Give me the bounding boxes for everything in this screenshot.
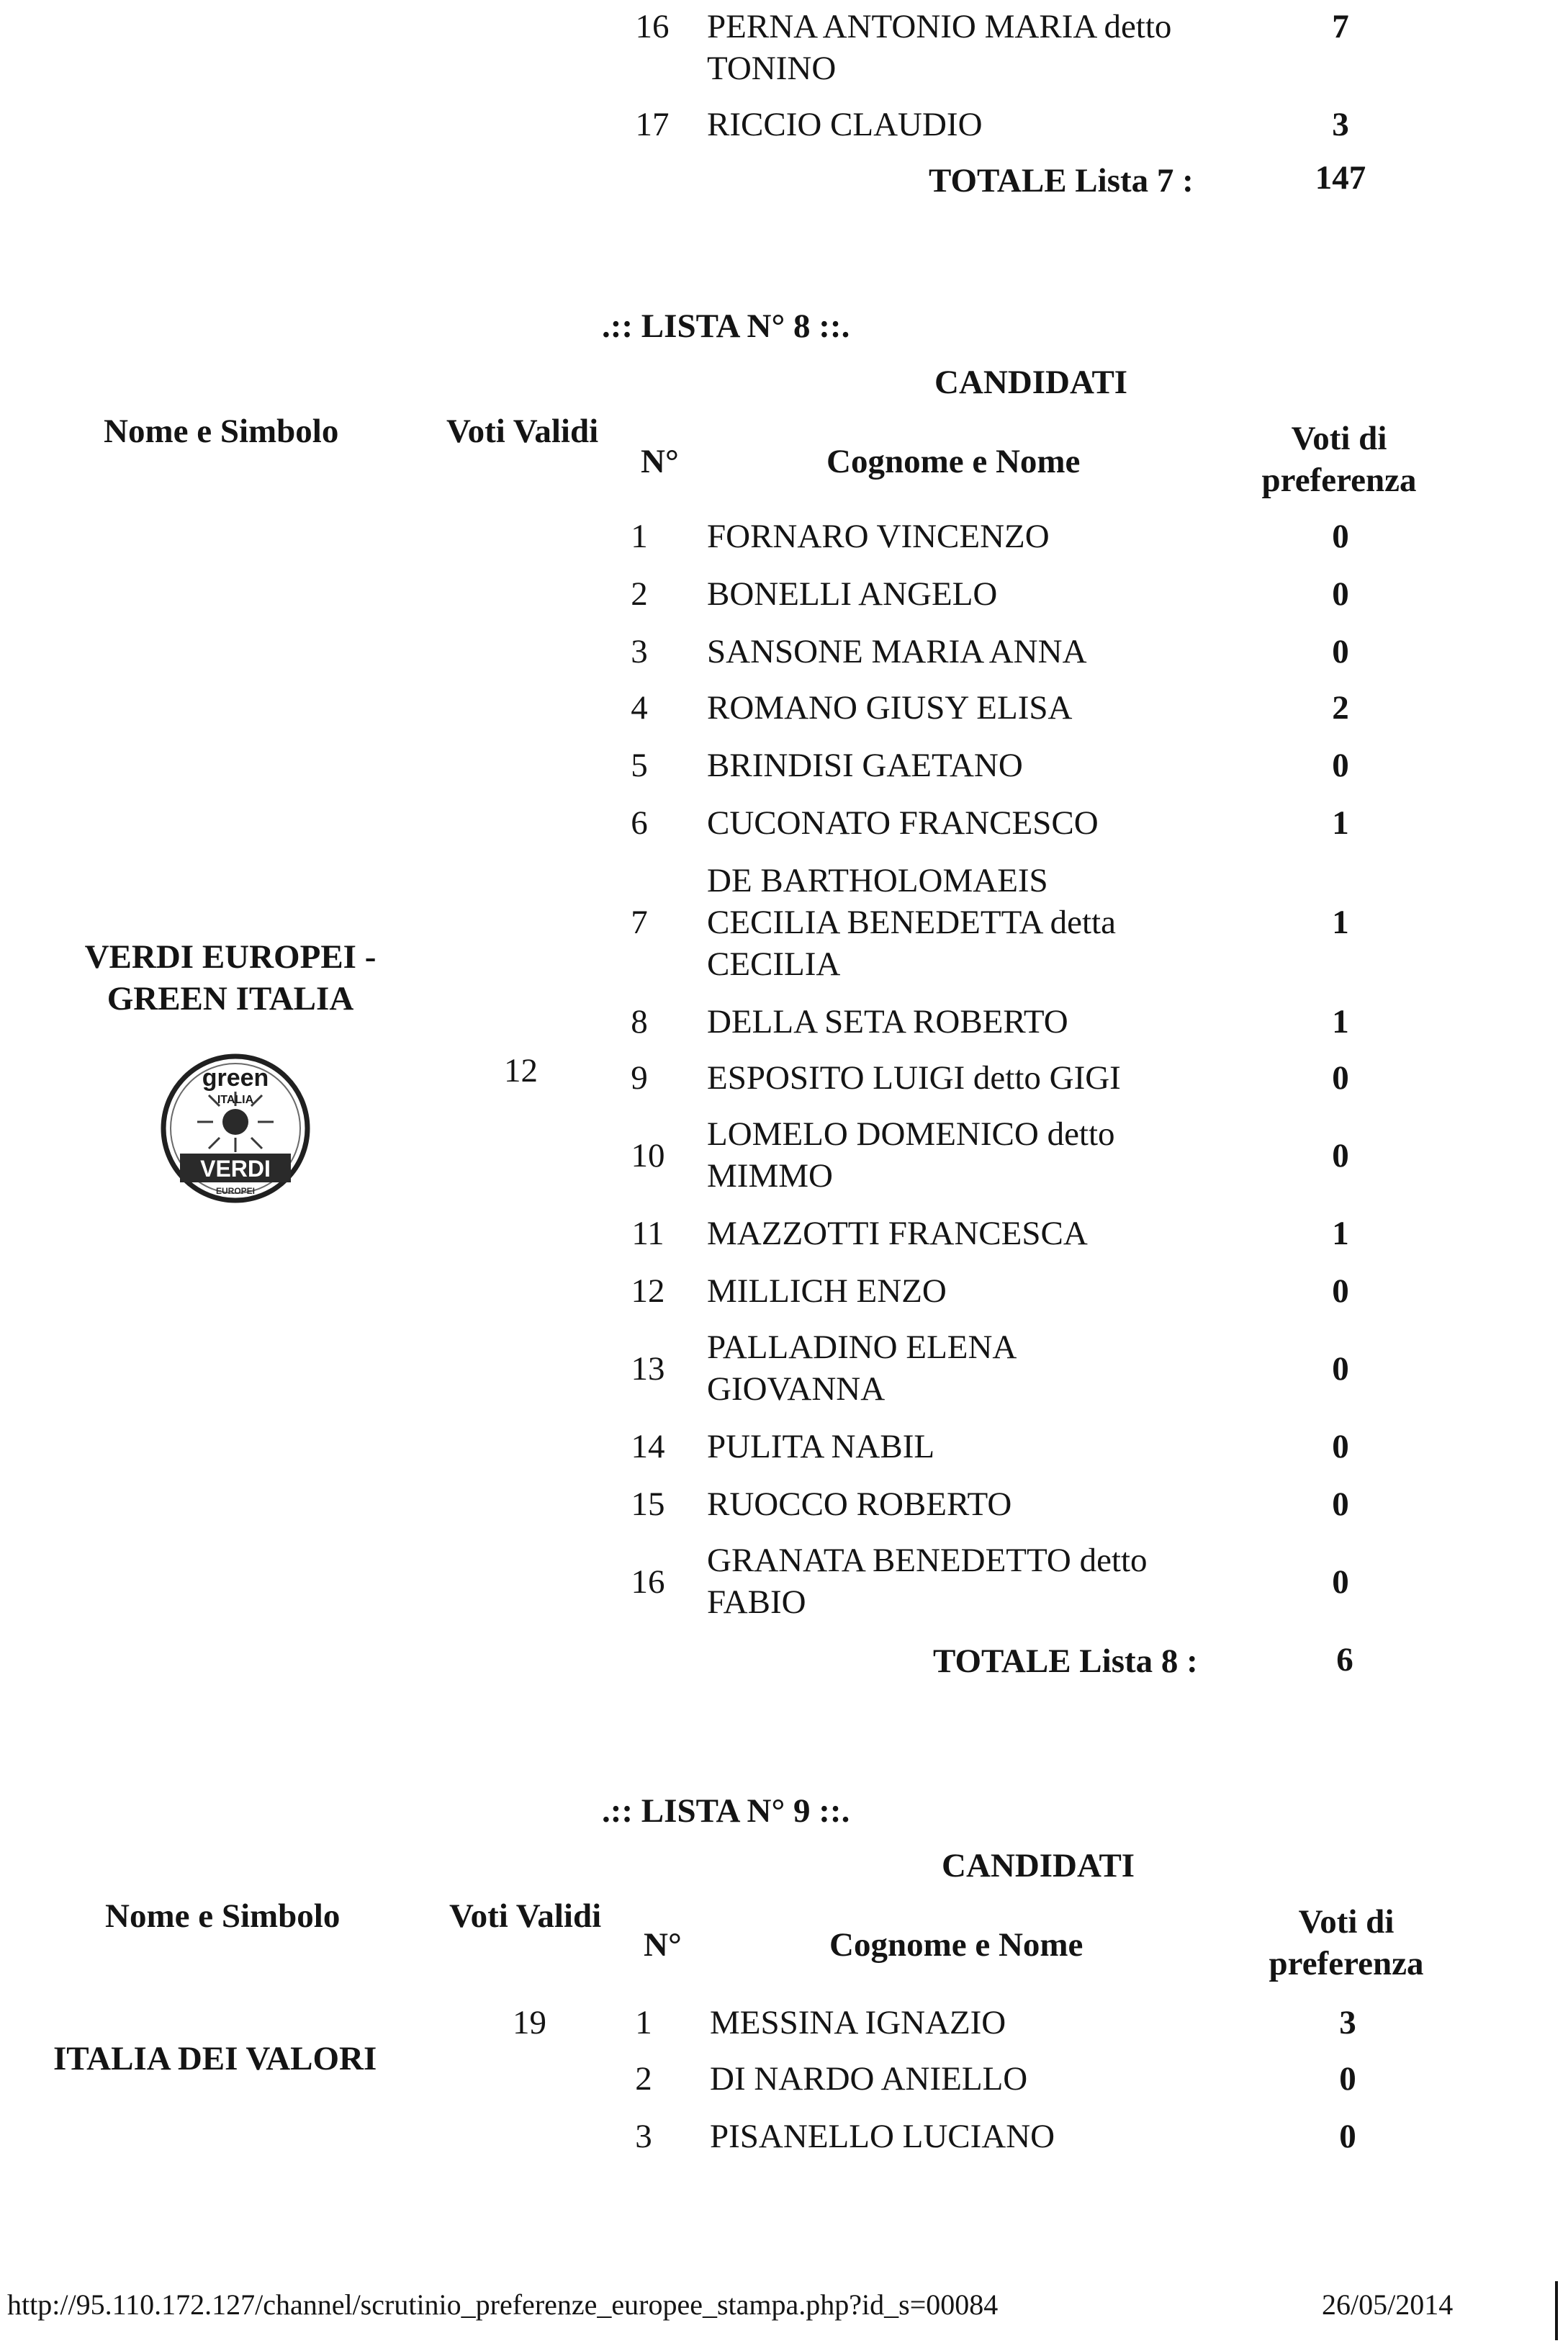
candidate-votes: 0 [1332,1059,1349,1097]
logo-text-verdi: VERDI [200,1156,271,1182]
candidate-number: 12 [631,1272,665,1310]
footer-date: 26/05/2014 [1322,2288,1454,2321]
candidate-number: 10 [631,1137,665,1174]
voti-validi-value: 19 [513,2004,546,2041]
candidate-number: 2 [631,575,648,613]
candidate-name: DI NARDO ANIELLO [710,2060,1028,2098]
candidate-votes: 2 [1332,689,1349,727]
list7-row-number: 17 [635,106,670,143]
col-numero: N° [641,443,679,480]
candidate-name: MILLICH ENZO [707,1272,947,1310]
candidate-number: 11 [631,1215,664,1252]
candidate-votes: 0 [1332,1486,1349,1523]
candidate-votes: 0 [1339,2118,1356,2155]
party-name: VERDI EUROPEI - GREEN ITALIA [84,938,377,1017]
candidate-votes: 0 [1332,1350,1349,1388]
candidate-name: LOMELO DOMENICO detto MIMMO [707,1115,1115,1195]
candidate-number: 1 [631,518,648,555]
candidate-number: 1 [635,2004,652,2041]
party-logo [160,1053,311,1208]
list7-total-value: 147 [1315,159,1366,197]
candidate-number: 3 [631,633,648,670]
col-voti-validi: Voti Validi [449,1897,602,1935]
candidate-name: ROMANO GIUSY ELISA [707,689,1073,727]
col-voti-preferenza: Voti di preferenza [1269,1903,1424,1982]
candidate-name: MAZZOTTI FRANCESCA [707,1215,1088,1252]
candidate-name: PISANELLO LUCIANO [710,2118,1055,2155]
candidate-number: 8 [631,1003,648,1041]
list8-total-value: 6 [1336,1641,1353,1678]
candidate-votes: 0 [1332,633,1349,670]
col-voti-validi: Voti Validi [446,413,599,450]
candidate-number: 4 [631,689,648,727]
candidate-name: PULITA NABIL [707,1428,935,1465]
candidate-name: PALLADINO ELENA GIOVANNA [707,1329,1015,1408]
candidate-votes: 0 [1332,1137,1349,1174]
candidate-votes: 1 [1332,1215,1349,1252]
candidate-number: 9 [631,1059,648,1097]
col-cognome-nome: Cognome e Nome [829,1926,1083,1964]
col-nome-simbolo: Nome e Simbolo [105,1897,341,1935]
footer-url: http://95.110.172.127/channel/scrutinio_preferenze_europee_stampa.php?id_s=00084 [7,2288,999,2321]
col-nome-simbolo: Nome e Simbolo [104,413,339,450]
candidate-number: 16 [631,1563,665,1601]
list7-row-name: RICCIO CLAUDIO [707,106,983,143]
candidate-number: 7 [631,904,648,941]
candidate-name: BONELLI ANGELO [707,575,998,613]
candidate-votes: 0 [1332,575,1349,613]
candidate-name: DELLA SETA ROBERTO [707,1003,1068,1041]
candidate-number: 6 [631,804,648,842]
candidate-name: BRINDISI GAETANO [707,747,1023,784]
candidate-name: MESSINA IGNAZIO [710,2004,1006,2041]
list7-row-votes: 3 [1332,106,1349,143]
candidate-name: ESPOSITO LUIGI detto GIGI [707,1059,1121,1097]
candidate-votes: 1 [1332,804,1349,842]
col-numero: N° [644,1926,682,1964]
candidate-votes: 0 [1332,518,1349,555]
party-name: ITALIA DEI VALORI [53,2040,377,2077]
list8-total-label: TOTALE Lista 8 : [933,1642,1198,1680]
candidati-heading: CANDIDATI [942,1847,1135,1884]
col-cognome-nome: Cognome e Nome [826,443,1081,480]
candidate-votes: 1 [1332,904,1349,941]
candidate-number: 3 [635,2118,652,2155]
candidate-votes: 0 [1332,1428,1349,1465]
voti-validi-value: 12 [504,1052,538,1089]
candidati-heading: CANDIDATI [934,364,1128,401]
list-heading: .:: LISTA N° 9 ::. [602,1792,850,1830]
candidate-votes: 1 [1332,1003,1349,1041]
logo-text-italia: ITALIA [217,1094,254,1106]
list7-row-name: PERNA ANTONIO MARIA detto TONINO [707,8,1172,87]
candidate-name: RUOCCO ROBERTO [707,1486,1012,1523]
list7-row-number: 16 [635,8,670,45]
candidate-name: FORNARO VINCENZO [707,518,1050,555]
logo-text-green: green [202,1064,269,1092]
candidate-name: GRANATA BENEDETTO detto FABIO [707,1542,1148,1621]
list-heading: .:: LISTA N° 8 ::. [602,307,850,345]
candidate-name: DE BARTHOLOMAEIS CECILIA BENEDETTA detta CECILIA [707,862,1116,983]
candidate-votes: 0 [1332,747,1349,784]
green-italia-verdi-logo-icon [160,1053,311,1204]
candidate-name: SANSONE MARIA ANNA [707,633,1087,670]
candidate-votes: 0 [1332,1272,1349,1310]
scan-edge-mark [1555,2281,1558,2340]
logo-text-europei: EUROPEI [215,1186,256,1196]
candidate-number: 14 [631,1428,665,1465]
list7-row-votes: 7 [1332,8,1349,45]
candidate-number: 13 [631,1350,665,1388]
candidate-number: 5 [631,747,648,784]
candidate-votes: 0 [1332,1563,1349,1601]
candidate-number: 15 [631,1486,665,1523]
list7-total-label: TOTALE Lista 7 : [929,162,1194,199]
candidate-name: CUCONATO FRANCESCO [707,804,1099,842]
candidate-votes: 0 [1339,2060,1356,2098]
candidate-votes: 3 [1339,2004,1356,2041]
candidate-number: 2 [635,2060,652,2098]
col-voti-preferenza: Voti di preferenza [1261,420,1417,499]
